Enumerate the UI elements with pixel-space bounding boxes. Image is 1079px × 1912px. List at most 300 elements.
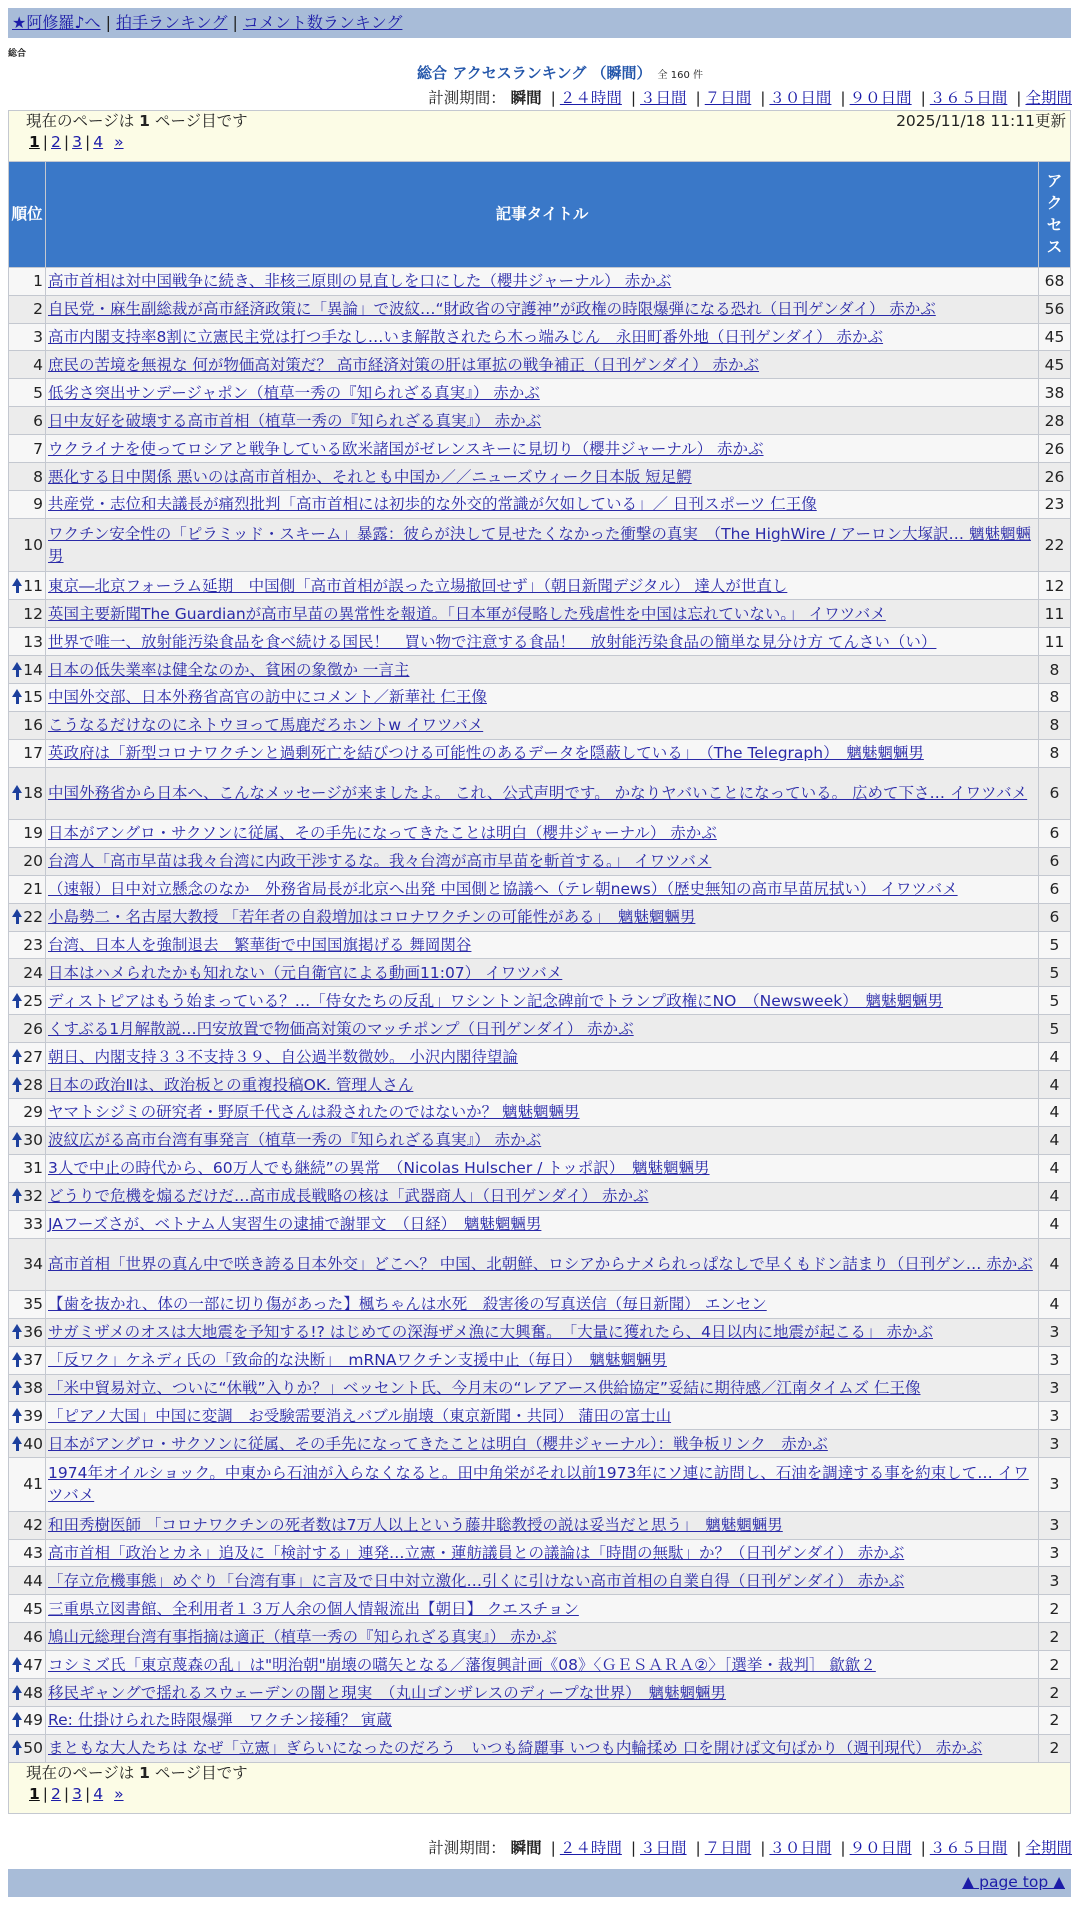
rank-cell: [9, 1099, 46, 1127]
period-label: 計測期間：: [428, 89, 506, 107]
table-row: [9, 379, 1071, 407]
table-row: [9, 518, 1071, 571]
rank-up-arrow-icon: [12, 662, 22, 678]
rank-cell: [9, 683, 46, 711]
table-row: [9, 1238, 1071, 1290]
page-link-4[interactable]: 4: [93, 133, 104, 151]
rank-up-arrow-icon: [12, 1188, 22, 1204]
access-count: 5: [1038, 931, 1070, 959]
rank-number: 44: [23, 1571, 43, 1590]
nav-separator: |: [105, 13, 111, 32]
access-count: 3: [1038, 1458, 1070, 1511]
title-cell: [46, 1402, 1039, 1430]
table-row: [9, 1099, 1071, 1127]
access-count: 8: [1038, 683, 1070, 711]
rank-cell: [9, 931, 46, 959]
rank-cell: [9, 959, 46, 987]
article-title-link[interactable]: 高市首相「世界の真ん中で咲き誇る日本外交」どこへ？ 中国、北朝鮮、ロシアからナメられっぱなしで早くもドン詰まり（日刊ゲン… 赤かぶ: [48, 1255, 1033, 1274]
rank-number: 33: [23, 1215, 43, 1234]
article-title-link[interactable]: 【歯を抜かれ、体の一部に切り傷があった】楓ちゃんは水死 殺害後の写真送信（毎日新聞） エンセン: [48, 1295, 767, 1314]
page-link-4[interactable]: 4: [93, 1784, 104, 1803]
access-count: 28: [1038, 407, 1070, 435]
table-row: [9, 1154, 1071, 1182]
rank-cell: [9, 1071, 46, 1099]
page-link-3[interactable]: 3: [72, 133, 83, 151]
title-cell: [46, 875, 1039, 903]
article-title-link[interactable]: 波紋広がる高市台湾有事発言（植草一秀の『知られざる真実』） 赤かぶ: [48, 1131, 542, 1150]
access-count: 3: [1038, 1374, 1070, 1402]
period-link-all[interactable]: 全期間: [1025, 89, 1072, 107]
table-row: [9, 875, 1071, 903]
rank-number: 39: [23, 1406, 43, 1425]
table-row: [9, 1043, 1071, 1071]
page-top-link[interactable]: ▲ page top ▲: [962, 1873, 1065, 1891]
footer-bar: [8, 1869, 1071, 1897]
period-link-30d[interactable]: ３０日間: [769, 1839, 832, 1857]
table-row: [9, 1734, 1071, 1762]
title-cell: [46, 847, 1039, 875]
access-count: 56: [1038, 295, 1070, 323]
title-cell: [46, 1595, 1039, 1623]
period-link-7d[interactable]: ７日間: [704, 1839, 752, 1857]
article-title-link[interactable]: Re: 仕掛けられた時限爆弾 ワクチン接種？ 寅蔵: [48, 1711, 392, 1730]
rank-number: 18: [23, 784, 43, 803]
rank-cell: [9, 491, 46, 519]
title-cell: [46, 1071, 1039, 1099]
title-cell: [46, 1567, 1039, 1595]
rank-cell: [9, 379, 46, 407]
rank-number: 27: [23, 1047, 43, 1066]
table-row: [9, 1707, 1071, 1735]
article-title-link[interactable]: 朝日、内閣支持３３不支持３９、自公過半数微妙。 小沢内閣待望論: [48, 1047, 518, 1066]
rank-cell: [9, 656, 46, 684]
access-count: 3: [1038, 1430, 1070, 1458]
title-cell: [46, 323, 1039, 351]
table-row: [9, 1182, 1071, 1210]
rank-cell: [9, 1511, 46, 1539]
period-link-24h[interactable]: ２４時間: [559, 89, 622, 107]
article-title-link[interactable]: JAフーズさが、ベトナム人実習生の逮捕で謝罪文 （日経） 魑魅魍魎男: [48, 1215, 542, 1234]
page-current: 1: [29, 1784, 40, 1803]
table-row: [9, 1595, 1071, 1623]
access-count: 5: [1038, 1015, 1070, 1043]
table-row: [9, 931, 1071, 959]
rank-number: 14: [23, 660, 43, 679]
table-row: [9, 407, 1071, 435]
access-count: 4: [1038, 1238, 1070, 1290]
article-title-link[interactable]: まともな大人たちは なぜ「立憲」ぎらいになったのだろう いつも綺麗事 いつも内輪揉め 口を開けば文句ばかり（週刊現代） 赤かぶ: [48, 1739, 983, 1758]
rank-cell: [9, 518, 46, 571]
rank-cell: [9, 323, 46, 351]
title-cell: [46, 463, 1039, 491]
article-title-link[interactable]: 日本はハメられたかも知れない（元自衛官による動画11:07） イワツバメ: [48, 963, 563, 982]
rank-number: 35: [23, 1295, 43, 1314]
table-row: [9, 1374, 1071, 1402]
table-row: [9, 1402, 1071, 1430]
page-link-next[interactable]: »: [114, 1784, 124, 1803]
title-cell: [46, 1154, 1039, 1182]
title-cell: [46, 683, 1039, 711]
title-cell: [46, 600, 1039, 628]
rank-up-arrow-icon: [12, 689, 22, 705]
nav-link-comment-ranking[interactable]: コメント数ランキング: [242, 13, 403, 32]
table-row: [9, 1567, 1071, 1595]
article-title-link[interactable]: 東京―北京フォーラム延期 中国側「高市首相が誤った立場撤回せず」（朝日新聞デジタル） 達人が世直し: [48, 576, 788, 595]
rank-cell: [9, 295, 46, 323]
rank-up-arrow-icon: [12, 1352, 22, 1368]
access-count: 4: [1038, 1043, 1070, 1071]
title-cell: [46, 1126, 1039, 1154]
rank-number: 50: [23, 1739, 43, 1758]
access-count: 12: [1038, 572, 1070, 600]
access-count: 2: [1038, 1707, 1070, 1735]
rank-cell: [9, 463, 46, 491]
article-title-link[interactable]: こうなるだけなのにネトウヨって馬鹿だろホントw イワツバメ: [48, 716, 484, 735]
article-title-link[interactable]: 日本の政治Ⅱは、政治板との重複投稿OK. 管理人さん: [48, 1075, 414, 1094]
rank-up-arrow-icon: [12, 1132, 22, 1148]
table-row: [9, 1651, 1071, 1679]
article-title-link[interactable]: サガミザメのオスは大地震を予知する!? はじめての深海ザメ漁に大興奮。 「大量に獲れたら、4日以内に地震が起こる」 赤かぶ: [48, 1323, 933, 1342]
ranking-table: [8, 110, 1071, 1814]
title-cell: [46, 628, 1039, 656]
table-row: [9, 572, 1071, 600]
page-link-2[interactable]: 2: [51, 1784, 61, 1803]
access-count: 4: [1038, 1154, 1070, 1182]
article-title-link[interactable]: くすぶる1月解散説…円安放置で物価高対策のマッチポンプ（日刊ゲンダイ） 赤かぶ: [48, 1019, 634, 1038]
title-cell: [46, 959, 1039, 987]
title-cell: [46, 491, 1039, 519]
table-row: [9, 1679, 1071, 1707]
access-count: 3: [1038, 1567, 1070, 1595]
period-link-24h[interactable]: ２４時間: [559, 1839, 622, 1857]
table-row: [9, 435, 1071, 463]
article-title-link[interactable]: 「反ワク」ケネディ氏の「致命的な決断」 mRNAワクチン支援中止（毎日） 魑魅魍魎男: [48, 1351, 667, 1370]
access-count: 2: [1038, 1679, 1070, 1707]
rank-cell: [9, 1318, 46, 1346]
rank-number: 29: [23, 1103, 43, 1122]
article-title-link[interactable]: 英政府は「新型コロナワクチンと過剰死亡を結びつける可能性のあるデータを隠蔽している」 （The Telegraph） 魑魅魍魎男: [48, 744, 924, 763]
title-cell: [46, 435, 1039, 463]
rank-cell: [9, 407, 46, 435]
rank-up-arrow-icon: [12, 1436, 22, 1452]
rank-number: 26: [23, 1019, 43, 1038]
rank-cell: [9, 739, 46, 767]
table-header-row: [9, 162, 1071, 268]
access-count: 4: [1038, 1290, 1070, 1318]
table-row: [9, 463, 1071, 491]
rank-cell: [9, 711, 46, 739]
access-count: 5: [1038, 959, 1070, 987]
period-current: 瞬間: [510, 89, 542, 107]
title-cell: [46, 1210, 1039, 1238]
access-count: 3: [1038, 1402, 1070, 1430]
table-row: [9, 1539, 1071, 1567]
access-count: 4: [1038, 1210, 1070, 1238]
article-title-link[interactable]: 共産党・志位和夫議長が痛烈批判「高市首相には初歩的な外交的常識が欠如している」／ 日刊スポーツ 仁王像: [48, 495, 817, 514]
rank-number: 15: [23, 688, 43, 707]
article-title-link[interactable]: ヤマトシジミの研究者・野原千代さんは殺されたのではないか？ 魑魅魍魎男: [48, 1103, 580, 1122]
category-tag: 総合: [8, 49, 27, 59]
rank-number: 22: [23, 908, 43, 927]
period-link-90d[interactable]: ９０日間: [849, 89, 912, 107]
table-row: [9, 959, 1071, 987]
article-title-link[interactable]: 台湾、日本人を強制退去 繁華街で中国国旗掲げる 舞岡関谷: [48, 936, 472, 955]
rank-number: 45: [23, 1599, 43, 1618]
article-title-link[interactable]: 「存立危機事態」めぐり「台湾有事」に言及で日中対立激化…引くに引けない高市首相の自業自得（日刊ゲンダイ） 赤かぶ: [48, 1571, 905, 1590]
rank-up-arrow-icon: [12, 785, 22, 801]
header-access: アクセス: [1038, 162, 1070, 268]
table-row: [9, 683, 1071, 711]
table-row: [9, 1623, 1071, 1651]
top-nav-bar: [8, 8, 1071, 38]
rank-cell: [9, 767, 46, 819]
rank-cell: [9, 351, 46, 379]
rank-up-arrow-icon: [12, 1049, 22, 1065]
table-row: [9, 767, 1071, 819]
rank-cell: [9, 628, 46, 656]
article-title-link[interactable]: 小島勢二・名古屋大教授 「若年者の自殺増加はコロナワクチンの可能性がある」 魑魅魍魎男: [48, 908, 696, 927]
rank-number: 4: [33, 355, 43, 374]
rank-cell: [9, 1374, 46, 1402]
nav-separator: |: [232, 13, 238, 32]
period-link-90d[interactable]: ９０日間: [849, 1839, 912, 1857]
title-cell: [46, 1511, 1039, 1539]
article-title-link[interactable]: 台湾人「高市早苗は我々台湾に内政干渉するな。我々台湾が高市早苗を斬首する。」 イワツバメ: [48, 852, 712, 871]
article-title-link[interactable]: 低劣さ突出サンデージャポン（植草一秀の『知られざる真実』） 赤かぶ: [48, 383, 540, 402]
period-current: 瞬間: [510, 1839, 542, 1857]
access-count: 4: [1038, 1182, 1070, 1210]
rank-cell: [9, 1707, 46, 1735]
table-row: [9, 1511, 1071, 1539]
rank-number: 5: [33, 383, 43, 402]
rank-number: 46: [23, 1627, 43, 1646]
article-title-link[interactable]: 3人で中止の時代から、60万人でも継続”の異常 （Nicolas Hulscher / トッポ訳） 魑魅魍魎男: [48, 1159, 710, 1178]
table-row: [9, 987, 1071, 1015]
title-cell: [46, 572, 1039, 600]
rank-number: 25: [23, 991, 43, 1010]
nav-link-applause-ranking[interactable]: 拍手ランキング: [115, 13, 228, 32]
period-link-365d[interactable]: ３６５日間: [929, 89, 1008, 107]
period-link-7d[interactable]: ７日間: [704, 89, 752, 107]
table-row: [9, 656, 1071, 684]
rank-cell: [9, 1238, 46, 1290]
article-title-link[interactable]: 日本がアングロ・サクソンに従属、その手先になってきたことは明白（櫻井ジャーナル）：戦争板リンク 赤かぶ: [48, 1434, 828, 1453]
period-link-all[interactable]: 全期間: [1025, 1839, 1072, 1857]
article-title-link[interactable]: 「ピアノ大国」中国に変調 お受験需要消えバブル崩壊（東京新聞・共同） 蒲田の富士山: [48, 1406, 672, 1425]
article-title-link[interactable]: 日本がアングロ・サクソンに従属、その手先になってきたことは明白（櫻井ジャーナル） 赤かぶ: [48, 824, 717, 843]
rank-cell: [9, 987, 46, 1015]
article-title-link[interactable]: 高市首相は対中国戦争に続き、非核三原則の見直しを口にした（櫻井ジャーナル） 赤かぶ: [48, 272, 672, 291]
table-row: [9, 1430, 1071, 1458]
rank-number: 42: [23, 1516, 43, 1535]
article-title-link[interactable]: ワクチン安全性の「ピラミッド・スキーム」暴露：彼らが決して見せたくなかった衝撃の真実 （The HighWire / アーロン大塚訳… 魑魅魍魎男: [48, 525, 1031, 566]
article-title-link[interactable]: 移民ギャングで揺れるスウェーデンの闇と現実 （丸山ゴンザレスのディープな世界） 魑魅魍魎男: [48, 1683, 726, 1702]
rank-number: 8: [33, 467, 43, 486]
rank-cell: [9, 1430, 46, 1458]
title-cell: [46, 1238, 1039, 1290]
period-link-30d[interactable]: ３０日間: [769, 89, 832, 107]
rank-number: 11: [23, 576, 43, 595]
table-row: [9, 628, 1071, 656]
period-label: 計測期間：: [428, 1839, 506, 1857]
article-title-link[interactable]: 「米中貿易対立、ついに“休戦”入りか？」ベッセント氏、今月末の“レアアース供給協定”妥結に期待感／江南タイムズ 仁王像: [48, 1378, 921, 1397]
rank-number: 28: [23, 1075, 43, 1094]
rank-number: 47: [23, 1655, 43, 1674]
article-title-link[interactable]: どうりで危機を煽るだけだ…高市成長戦略の核は「武器商人」（日刊ゲンダイ） 赤かぶ: [48, 1187, 649, 1206]
access-count: 68: [1038, 267, 1070, 295]
title-cell: [46, 295, 1039, 323]
period-link-365d[interactable]: ３６５日間: [929, 1839, 1008, 1857]
access-count: 3: [1038, 1539, 1070, 1567]
rank-cell: [9, 572, 46, 600]
table-row: [9, 739, 1071, 767]
rank-number: 48: [23, 1683, 43, 1702]
page-title: 総合 アクセスランキング （瞬間）: [417, 64, 652, 82]
article-title-link[interactable]: 悪化する日中関係 悪いのは高市首相か、それとも中国か／／ニューズウィーク日本版 短足鰐: [48, 467, 692, 486]
rank-cell: [9, 1734, 46, 1762]
article-title-link[interactable]: 中国外務省から日本へ、こんなメッセージが来ましたよ。 これ、公式声明です。 かなりヤバいことになっている。 広めて下さ… イワツバメ: [48, 784, 1028, 803]
title-cell: [46, 1290, 1039, 1318]
access-count: 3: [1038, 1511, 1070, 1539]
rank-cell: [9, 1623, 46, 1651]
access-count: 2: [1038, 1595, 1070, 1623]
table-row: [9, 600, 1071, 628]
rank-cell: [9, 1210, 46, 1238]
rank-cell: [9, 1651, 46, 1679]
access-count: 6: [1038, 819, 1070, 847]
article-title-link[interactable]: 中国外交部、日本外務省高官の訪中にコメント／新華社 仁王像: [48, 688, 487, 707]
rank-cell: [9, 819, 46, 847]
rank-number: 32: [23, 1187, 43, 1206]
rank-number: 38: [23, 1378, 43, 1397]
current-page-text: 現在のページは 1 ページ目です: [26, 112, 248, 130]
page-link-2[interactable]: 2: [51, 133, 61, 151]
rank-number: 43: [23, 1544, 43, 1563]
rank-cell: [9, 1567, 46, 1595]
rank-number: 20: [23, 852, 43, 871]
title-cell: [46, 1734, 1039, 1762]
article-title-link[interactable]: 三重県立図書館、全利用者１３万人余の個人情報流出【朝日】 クエスチョン: [48, 1599, 579, 1618]
period-link-3d[interactable]: ３日間: [640, 89, 687, 107]
table-row: [9, 819, 1071, 847]
title-cell: [46, 1043, 1039, 1071]
table-row: [9, 1071, 1071, 1099]
rank-up-arrow-icon: [12, 993, 22, 1009]
title-cell: [46, 1182, 1039, 1210]
access-count: 11: [1038, 628, 1070, 656]
title-cell: [46, 1318, 1039, 1346]
table-row: [9, 267, 1071, 295]
article-title-link[interactable]: 庶民の苦境を無視な 何が物価高対策だ？ 高市経済対策の肝は軍拡の戦争補正（日刊ゲンダイ） 赤かぶ: [48, 355, 760, 374]
title-cell: [46, 1458, 1039, 1511]
article-title-link[interactable]: 高市首相「政治とカネ」追及に「検討する」連発…立憲・蓮舫議員との議論は「時間の無駄」か？（日刊ゲンダイ） 赤かぶ: [48, 1544, 905, 1563]
period-link-3d[interactable]: ３日間: [640, 1839, 687, 1857]
title-cell: [46, 1346, 1039, 1374]
page-heading: [380, 62, 740, 83]
nav-link-asyura-home[interactable]: ★阿修羅♪へ: [12, 13, 101, 32]
rank-number: 24: [23, 963, 43, 982]
article-title-link[interactable]: 1974年オイルショック。中東から石油が入らなくなると。田中角栄がそれ以前1973年にソ連に訪問し、石油を調達する事を約束して… イワツバメ: [48, 1464, 1029, 1505]
pagination-top: 1 | 2 | 3 | 4 »: [29, 133, 124, 151]
table-row: [9, 1318, 1071, 1346]
article-title-link[interactable]: 日本の低失業率は健全なのか、貧困の象徴か 一言主: [48, 660, 410, 679]
access-count: 2: [1038, 1623, 1070, 1651]
rank-cell: [9, 903, 46, 931]
access-count: 11: [1038, 600, 1070, 628]
rank-cell: [9, 1126, 46, 1154]
rank-number: 49: [23, 1711, 43, 1730]
title-cell: [46, 1623, 1039, 1651]
article-title-link[interactable]: 鳩山元総理台湾有事指摘は適正（植草一秀の『知られざる真実』） 赤かぶ: [48, 1627, 557, 1646]
current-page-text: 現在のページは 1 ページ目です: [26, 1763, 248, 1782]
title-cell: [46, 767, 1039, 819]
table-row: [9, 903, 1071, 931]
page-info-top: [9, 111, 1071, 162]
table-row: [9, 711, 1071, 739]
rank-cell: [9, 435, 46, 463]
rank-number: 12: [23, 604, 43, 623]
table-row: [9, 1126, 1071, 1154]
rank-number: 40: [23, 1434, 43, 1453]
table-row: [9, 323, 1071, 351]
access-count: 5: [1038, 987, 1070, 1015]
rank-cell: [9, 1182, 46, 1210]
rank-number: 13: [23, 632, 43, 651]
rank-cell: [9, 1595, 46, 1623]
rank-number: 31: [23, 1159, 43, 1178]
article-title-link[interactable]: 世界で唯一、放射能汚染食品を食べ続ける国民！ 買い物で注意する食品！ 放射能汚染食品の簡単な見分け方 てんさい（い）: [48, 632, 937, 651]
title-cell: [46, 1539, 1039, 1567]
rank-up-arrow-icon: [12, 1380, 22, 1396]
access-count: 22: [1038, 518, 1070, 571]
article-title-link[interactable]: ディストピアはもう始まっている？…「侍女たちの反乱」ワシントン記念碑前でトランプ政権にNO （Newsweek） 魑魅魍魎男: [48, 991, 943, 1010]
article-title-link[interactable]: 自民党・麻生副総裁が高市経済政策に「異論」で波紋…“財政省の守護神”が政権の時限爆弾になる恐れ（日刊ゲンダイ） 赤かぶ: [48, 300, 936, 319]
title-cell: [46, 1015, 1039, 1043]
page-link-next[interactable]: »: [114, 133, 124, 151]
title-cell: [46, 903, 1039, 931]
rank-cell: [9, 600, 46, 628]
article-title-link[interactable]: コシミズ氏「東京蔑森の乱」は"明治朝"崩壊の嚆矢となる／藩復興計画《08》〈ＧＥＳＡＲＡ②〉［選挙・裁判］ 歙歙２: [48, 1655, 876, 1674]
period-selector-bottom: 計測期間： 瞬間 | ２４時間 | ３日間 | ７日間 | ３０日間 | ９０日間 | ３６５日間 | 全期間: [428, 1839, 1072, 1857]
access-count: 4: [1038, 1071, 1070, 1099]
article-title-link[interactable]: 英国主要新聞The Guardianが高市早苗の異常性を報道。「日本軍が侵略した残虐性を中国は忘れていない。」 イワツバメ: [48, 604, 886, 623]
page-info-bottom: [9, 1762, 1071, 1813]
title-cell: [46, 987, 1039, 1015]
article-title-link[interactable]: 日中友好を破壊する高市首相（植草一秀の『知られざる真実』） 赤かぶ: [48, 411, 542, 430]
rank-cell: [9, 1402, 46, 1430]
title-cell: [46, 518, 1039, 571]
article-title-link[interactable]: ウクライナを使ってロシアと戦争している欧米諸国がゼレンスキーに見切り（櫻井ジャーナル） 赤かぶ: [48, 439, 764, 458]
rank-number: 17: [23, 744, 43, 763]
article-title-link[interactable]: （速報）日中対立懸念のなか 外務省局長が北京へ出発 中国側と協議へ（テレ朝news）（歴史無知の高市早苗尻拭い） イワツバメ: [48, 880, 958, 899]
rank-up-arrow-icon: [12, 1740, 22, 1756]
rank-up-arrow-icon: [12, 1685, 22, 1701]
rank-number: 34: [23, 1255, 43, 1274]
rank-number: 9: [33, 495, 43, 514]
title-cell: [46, 1430, 1039, 1458]
table-row: [9, 847, 1071, 875]
access-count: 23: [1038, 491, 1070, 519]
article-title-link[interactable]: 高市内閣支持率8割に立憲民主党は打つ手なし…いま解散されたら木っ端みじん 永田町番外地（日刊ゲンダイ） 赤かぶ: [48, 328, 884, 347]
access-count: 45: [1038, 351, 1070, 379]
rank-up-arrow-icon: [12, 578, 22, 594]
access-count: 8: [1038, 656, 1070, 684]
page-link-3[interactable]: 3: [72, 1784, 83, 1803]
rank-number: 30: [23, 1131, 43, 1150]
rank-number: 21: [23, 880, 43, 899]
rank-cell: [9, 1015, 46, 1043]
article-title-link[interactable]: 和田秀樹医師 「コロナワクチンの死者数は7万人以上という藤井聡教授の説は妥当だと思う」 魑魅魍魎男: [48, 1516, 783, 1535]
